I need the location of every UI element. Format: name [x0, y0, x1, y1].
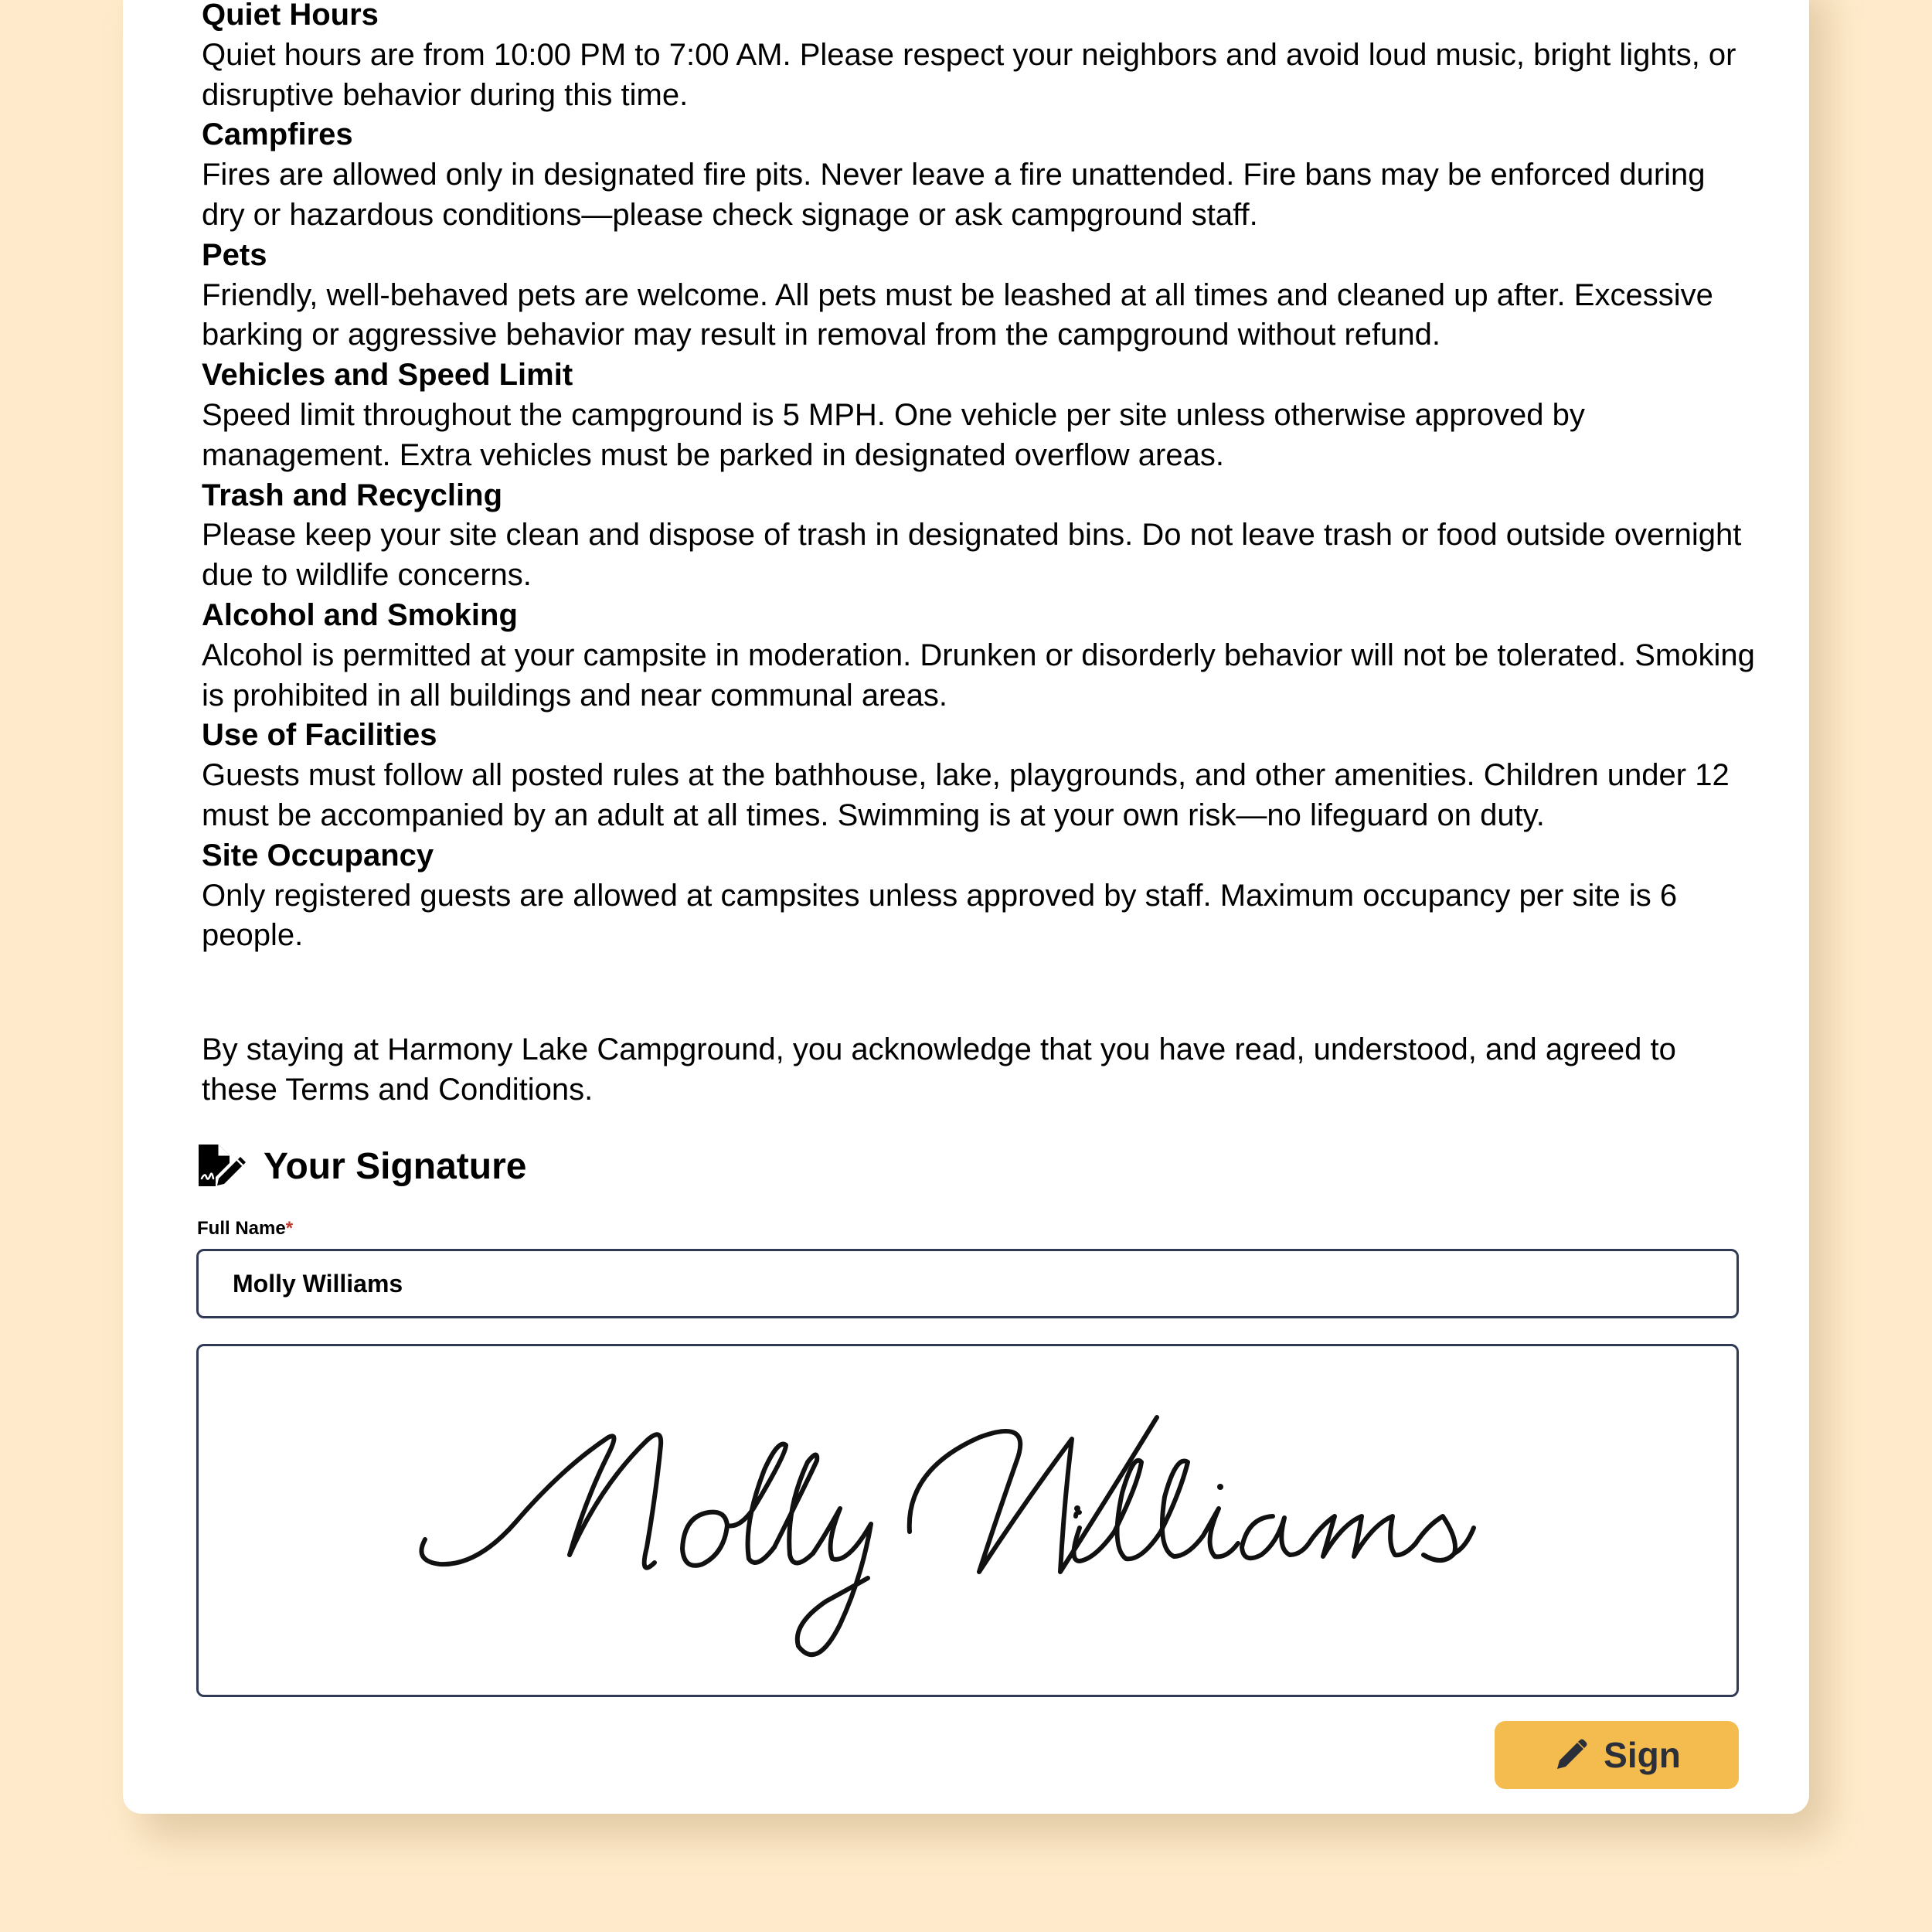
full-name-label-text: Full Name: [197, 1218, 286, 1239]
sign-button[interactable]: [1495, 1721, 1739, 1789]
section-heading: Vehicles and Speed Limit: [202, 358, 573, 393]
terms-section: [202, 0, 1755, 115]
section-heading: Quiet Hours: [202, 0, 379, 32]
full-name-label: [197, 1218, 293, 1240]
section-heading: Pets: [202, 237, 267, 272]
terms-list: [202, 0, 1755, 956]
section-heading: Campfires: [202, 117, 353, 152]
section-body: Alcohol is permitted at your campsite in moderation. Drunken or disorderly behavior will not be tolerated. Smoking is prohibited in all buildings and near communal areas.: [202, 638, 1755, 713]
section-body: Quiet hours are from 10:00 PM to 7:00 AM. Please respect your neighbors and avoid loud music, bright lights, or disruptive behavior during this time.: [202, 37, 1736, 112]
section-heading: Site Occupancy: [202, 838, 434, 872]
section-body: Fires are allowed only in designated fire pits. Never leave a fire unattended. Fire bans may be enforced during dry or hazardous conditions—please check signage or ask campground staff.: [202, 158, 1706, 232]
section-heading: Trash and Recycling: [202, 478, 503, 512]
terms-section: [202, 355, 1755, 475]
section-body: Guests must follow all posted rules at the bathhouse, lake, playgrounds, and other amenities. Children under 12 must be accompanied by an adult at all times. Swimming is at your own risk—no lifeguard on duty.: [202, 758, 1730, 832]
section-body: Friendly, well-behaved pets are welcome. All pets must be leashed at all times and cleaned up after. Excessive barking or aggressive behavior may result in removal from the campground without refund.: [202, 277, 1713, 352]
section-body: Only registered guests are allowed at campsites unless approved by staff. Maximum occupancy per site is 6 people.: [202, 878, 1678, 953]
section-body: Speed limit throughout the campground is 5 MPH. One vehicle per site unless otherwise approved by management. Extra vehicles must be parked in designated overflow areas.: [202, 397, 1585, 472]
terms-section: [202, 115, 1755, 235]
terms-section: [202, 836, 1755, 956]
acknowledgement-text: By staying at Harmony Lake Campground, you acknowledge that you have read, understood, and agreed to these Terms and Conditions.: [202, 1032, 1676, 1107]
pencil-icon: [1553, 1736, 1590, 1774]
sign-button-label: Sign: [1604, 1735, 1681, 1775]
terms-section: [202, 236, 1755, 355]
section-heading: Alcohol and Smoking: [202, 597, 518, 632]
required-mark: *: [285, 1218, 294, 1239]
section-body: Please keep your site clean and dispose of trash in designated bins. Do not leave trash or food outside overnight due to wildlife concerns.: [202, 518, 1742, 593]
terms-section: [202, 476, 1755, 596]
signature-pad[interactable]: [196, 1344, 1739, 1697]
signature-title-label: Your Signature: [264, 1145, 527, 1187]
drawn-signature: [199, 1346, 1741, 1699]
full-name-input[interactable]: [196, 1249, 1739, 1318]
section-heading: Use of Facilities: [202, 718, 437, 753]
signature-document-icon: [196, 1141, 248, 1191]
terms-section: [202, 596, 1755, 716]
terms-section: [202, 716, 1755, 835]
signature-section-title: [196, 1139, 526, 1193]
